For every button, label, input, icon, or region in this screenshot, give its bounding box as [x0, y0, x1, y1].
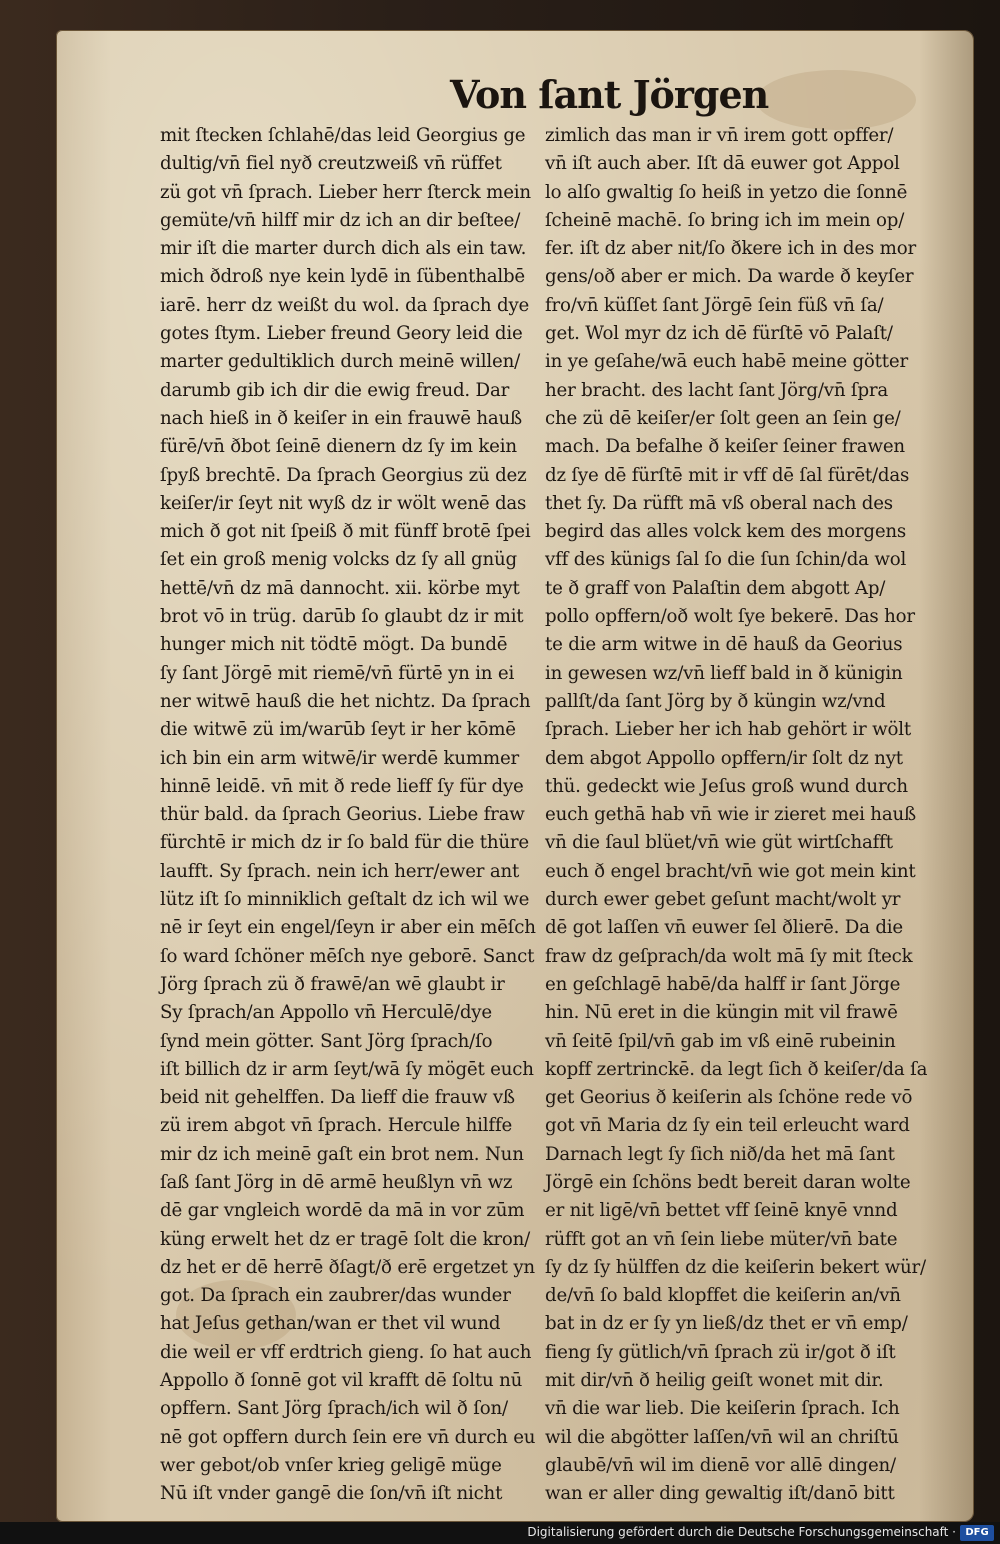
- paper-stain: [756, 70, 916, 130]
- text-line: ſcheinē machē. ſo bring ich im mein op/: [545, 209, 905, 231]
- text-line: gens/oð aber er mich. Da warde ð keyſer: [545, 266, 914, 288]
- text-line: fraw dz geſprach/da wolt mā ſy mit ſteck: [545, 945, 913, 967]
- text-line: zü irem abgot vn̄ ſprach. Hercule hilffe: [160, 1115, 513, 1137]
- text-line: got vn̄ Maria dz ſy ein teil erleucht ward: [545, 1115, 910, 1137]
- text-line: brot vō in trüg. darūb ſo glaubt dz ir mit: [160, 606, 524, 628]
- text-line: mich ðdroß nye kein lydē in ſübenthalbē: [160, 266, 525, 288]
- text-line: her bracht. des lacht ſant Jörg/vn̄ ſpra: [545, 379, 889, 401]
- text-line: er nit ligē/vn̄ bettet vff ſeinē knyē vnnd: [545, 1200, 898, 1222]
- text-line: dē got laſſen vn̄ euwer ſel ðlierē. Da die: [545, 917, 903, 939]
- text-line: gotes ſtym. Lieber freund Geory leid die: [160, 323, 523, 345]
- text-line: begird das alles volck kem des morgens: [545, 521, 907, 543]
- text-line: hat Jeſus gethan/wan er thet vil wund: [160, 1313, 501, 1335]
- text-line: ſy ſant Jörgē mit riemē/vn̄ fürtē yn in ei: [160, 662, 515, 684]
- text-line: in ye geſahe/wā euch habē meine götter: [545, 351, 908, 373]
- text-line: vn̄ die war lieb. Die keiſerin ſprach. Ich: [545, 1398, 900, 1420]
- text-line: euch gethā hab vn̄ wie ir zieret mei hauß: [545, 804, 916, 826]
- text-line: die witwē zü im/warūb ſeyt ir her kōmē: [160, 719, 516, 741]
- text-line: euch ð engel bracht/vn̄ wie got mein kint: [545, 860, 916, 882]
- text-line: wil die abgötter laſſen/vn̄ wil an chriſtū: [545, 1426, 899, 1448]
- funding-credit: Digitalisierung gefördert durch die Deutsche Forschungsgemeinschaft ·: [527, 1525, 956, 1539]
- text-line: darumb gib ich dir die ewig freud. Dar: [160, 379, 510, 401]
- text-line: gemüte/vn̄ hilff mir dz ich an dir beſtee/: [160, 209, 521, 231]
- text-line: ſo ward ſchöner mēſch nye geborē. Sanct: [160, 945, 535, 967]
- text-line: ner witwē hauß die het nichtz. Da ſprach: [160, 690, 531, 712]
- text-line: nē got opffern durch ſein ere vn̄ durch eu: [160, 1426, 536, 1448]
- text-line: iarē. herr dz weißt du wol. da ſprach dye: [160, 294, 530, 316]
- text-line: die weil er vff erdtrich gieng. ſo hat auch: [160, 1341, 532, 1363]
- text-line: bat in dz er ſy yn ließ/dz thet er vn̄ emp/: [545, 1313, 908, 1335]
- text-line: vn̄ die ſaul blüet/vn̄ wie güt wirtſchafft: [545, 832, 893, 854]
- text-line: thür bald. da ſprach Georius. Liebe fraw: [160, 804, 525, 826]
- text-line: ſet ein groß menig volcks dz ſy all gnüg: [160, 549, 517, 571]
- text-line: dz het er dē herrē ðſagt/ð erē ergetzet yn: [160, 1256, 535, 1278]
- text-line: mir dz ich meinē gaſt ein brot nem. Nun: [160, 1143, 524, 1165]
- text-line: thü. gedeckt wie Jeſus groß wund durch: [545, 775, 908, 797]
- text-line: fürchtē ir mich dz ir ſo bald für die thüre: [160, 832, 529, 854]
- text-line: opffern. Sant Jörg ſprach/ich wil ð ſon/: [160, 1398, 508, 1420]
- text-line: Sy ſprach/an Appollo vn̄ Herculē/dye: [160, 1002, 492, 1024]
- running-head: Von ſant Jörgen: [450, 72, 769, 117]
- text-line: Jörgē ein ſchöns bedt bereit daran wolte: [545, 1171, 911, 1193]
- text-line: rüfft got an vn̄ ſein liebe müter/vn̄ bate: [545, 1228, 898, 1250]
- text-line: glaubē/vn̄ wil im dienē vor allē dingen/: [545, 1454, 896, 1476]
- text-line: get. Wol myr dz ich dē fürſtē vō Palaſt/: [545, 323, 893, 345]
- text-line: dē gar vngleich wordē da mā in vor zūm: [160, 1200, 525, 1222]
- text-line: keiſer/ir ſeyt nit wyß dz ir wölt wenē das: [160, 492, 527, 514]
- text-line: kopff zertrinckē. da legt ſich ð keiſer/da ſa: [545, 1058, 928, 1080]
- text-line: lo alſo gwaltig ſo heiß in yetzo die ſonnē: [545, 181, 908, 203]
- text-line: marter gedultiklich durch meinē willen/: [160, 351, 521, 373]
- text-line: Darnach legt ſy ſich nið/da het mā ſant: [545, 1143, 895, 1165]
- text-line: beid nit gehelffen. Da lieff die frauw vß: [160, 1087, 515, 1109]
- text-line: dultig/vn̄ fiel nyð creutzweiß vn̄ rüffet: [160, 153, 502, 175]
- text-line: ſaß ſant Jörg in dē armē heußlyn vn̄ wz: [160, 1171, 513, 1193]
- text-line: hettē/vn̄ dz mā dannocht. xii. körbe myt: [160, 577, 520, 599]
- text-line: got. Da ſprach ein zaubrer/das wunder: [160, 1285, 511, 1307]
- text-line: de/vn̄ ſo bald klopffet die keiſerin an/vn̄: [545, 1285, 901, 1307]
- text-line: in gewesen wz/vn̄ lieff bald in ð künigin: [545, 662, 903, 684]
- text-line: dem abgot Appollo opffern/ir ſolt dz nyt: [545, 747, 903, 769]
- text-line: ſynd mein götter. Sant Jörg ſprach/ſo: [160, 1030, 493, 1052]
- text-line: che zü dē keiſer/er ſolt geen an ſein ge/: [545, 407, 901, 429]
- text-line: vn̄ iſt auch aber. Iſt dā euwer got Appol: [545, 153, 900, 175]
- text-line: Nū iſt vnder gangē die ſon/vn̄ iſt nicht: [160, 1483, 503, 1505]
- text-line: wer gebot/ob vnſer krieg geligē müge: [160, 1454, 502, 1476]
- text-line: hinnē leidē. vn̄ mit ð rede lieff ſy für dye: [160, 775, 524, 797]
- text-line: mach. Da befalhe ð keiſer ſeiner frawen: [545, 436, 905, 458]
- text-line: vn̄ ſeitē ſpil/vn̄ gab im vß einē rubeinin: [545, 1030, 896, 1052]
- text-line: Jörg ſprach zü ð frawē/an wē glaubt ir: [160, 973, 505, 995]
- text-line: te ð graff von Palaſtin dem abgott Ap/: [545, 577, 886, 599]
- text-line: zü got vn̄ ſprach. Lieber herr ſterck mein: [160, 181, 531, 203]
- text-line: laufft. Sy ſprach. nein ich herr/ewer ant: [160, 860, 520, 882]
- text-line: mit ſtecken ſchlahē/das leid Georgius ge: [160, 125, 526, 146]
- text-line: nē ir ſeyt ein engel/ſeyn ir aber ein mēſch: [160, 917, 536, 939]
- text-line: get Georius ð keiſerin als ſchöne rede vō: [545, 1087, 913, 1109]
- text-line: fro/vn̄ küſſet ſant Jörgē ſein füß vn̄ ſa/: [545, 294, 884, 316]
- text-line: mit dir/vn̄ ð heilig geiſt wonet mit dir.: [545, 1370, 884, 1392]
- text-line: hunger mich nit tödtē mögt. Da bundē: [160, 634, 508, 656]
- text-line: en geſchlagē habē/da halff ir ſant Jörge: [545, 973, 901, 995]
- right-text-column: [545, 122, 928, 1509]
- text-line: durch ewer gebet geſunt macht/wolt yr: [545, 889, 901, 911]
- text-line: ich bin ein arm witwē/ir werdē kummer: [160, 747, 520, 769]
- text-line: küng erwelt het dz er tragē ſolt die kron/: [160, 1228, 531, 1250]
- text-line: wan er aller ding gewaltig iſt/danō bitt: [545, 1483, 895, 1505]
- left-text-column: [160, 122, 536, 1509]
- text-line: ſpyß brechtē. Da ſprach Georgius zü dez: [160, 464, 527, 486]
- text-line: fer. iſt dz aber nit/ſo ðkere ich in des mor: [545, 238, 916, 260]
- text-line: ſy dz ſy hülffen dz die keiſerin bekert wür/: [545, 1256, 926, 1278]
- text-line: ſprach. Lieber her ich hab gehört ir wölt: [545, 719, 911, 741]
- text-line: Appollo ð ſonnē got vil krafft dē ſoltu nū: [160, 1370, 523, 1392]
- text-line: fieng ſy gütlich/vn̄ ſprach zü ir/got ð iſt: [545, 1341, 896, 1363]
- text-line: hin. Nū eret in die küngin mit vil frawē: [545, 1002, 898, 1024]
- text-line: iſt billich dz ir arm ſeyt/wā ſy mögēt euch: [160, 1058, 534, 1080]
- dfg-logo: DFG: [960, 1525, 994, 1541]
- footer-bar: [0, 1522, 1000, 1544]
- text-line: zimlich das man ir vn̄ irem gott opffer/: [545, 125, 894, 146]
- text-line: mir iſt die marter durch dich als ein taw.: [160, 238, 527, 260]
- text-line: thet ſy. Da rüfft mā vß oberal nach des: [545, 492, 893, 514]
- text-line: vff des künigs ſal ſo die ſun ſchin/da wol: [545, 549, 907, 571]
- text-line: te die arm witwe in dē hauß da Georius: [545, 634, 903, 656]
- text-line: pallſt/da ſant Jörg by ð küngin wz/vnd: [545, 690, 886, 712]
- text-line: lütz iſt ſo minniklich geſtalt dz ich wil we: [160, 889, 530, 911]
- text-line: pollo opffern/oð wolt ſye bekerē. Das hor: [545, 606, 915, 628]
- text-line: mich ð got nit ſpeiß ð mit fünff brotē ſpei: [160, 521, 531, 543]
- text-line: fürē/vn̄ ðbot ſeinē dienern dz ſy im kein: [160, 436, 517, 458]
- text-line: dz ſye dē fürſtē mit ir vff dē ſal fürēt/das: [545, 464, 910, 486]
- text-line: nach hieß in ð keiſer in ein frauwē hauß: [160, 407, 522, 429]
